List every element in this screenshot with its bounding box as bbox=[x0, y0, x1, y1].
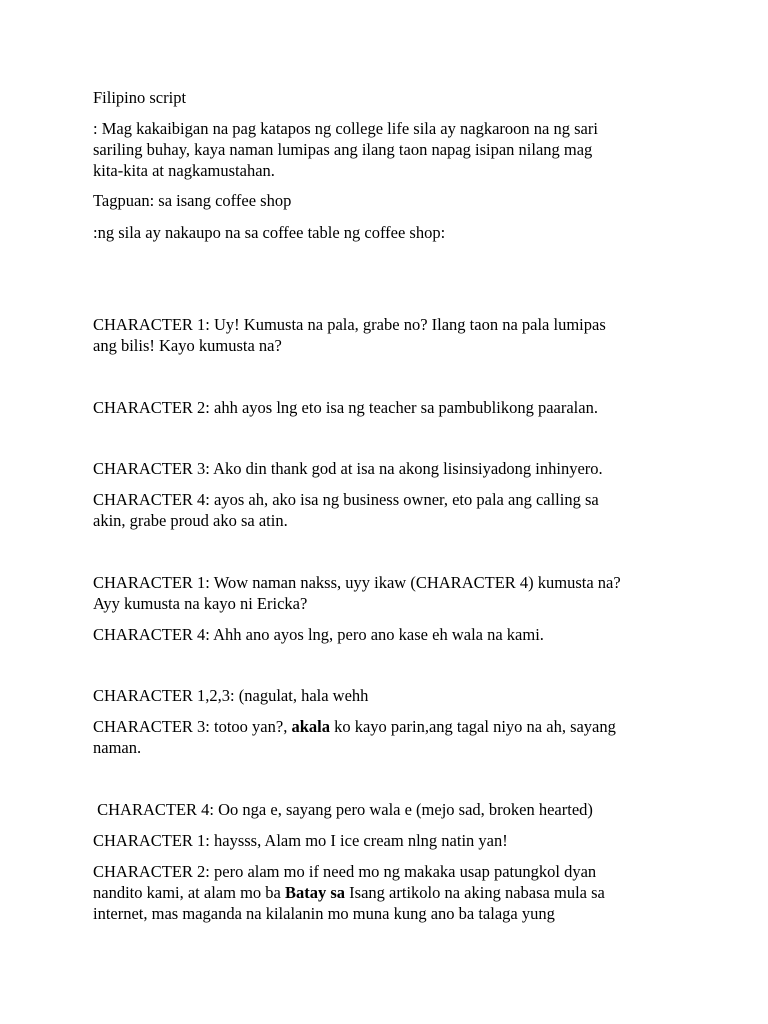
dialogue-line: CHARACTER 3: Ako din thank god at isa na akong lisinsiyadong inhinyero. bbox=[93, 459, 603, 478]
intro-line-1: : Mag kakaibigan na pag katapos ng college life sila ay nagkaroon na ng sari bbox=[93, 119, 598, 138]
dialogue-text: ko kayo parin,ang tagal niyo na ah, sayang bbox=[329, 717, 616, 736]
dialogue-line bbox=[93, 882, 605, 904]
dialogue-text: CHARACTER 3: totoo yan?, bbox=[93, 717, 292, 736]
dialogue-line: CHARACTER 2: ahh ayos lng eto isa ng teacher sa pambublikong paaralan. bbox=[93, 398, 598, 417]
intro-line-3: kita-kita at nagkamustahan. bbox=[93, 161, 275, 180]
dialogue-line: CHARACTER 1: Uy! Kumusta na pala, grabe no? Ilang taon na pala lumipas bbox=[93, 315, 606, 334]
stage-direction: :ng sila ay nakaupo na sa coffee table ng coffee shop: bbox=[93, 223, 446, 242]
dialogue-text: Isang artikolo na aking nabasa mula sa bbox=[345, 883, 605, 902]
dialogue-line: CHARACTER 4: ayos ah, ako isa ng business owner, eto pala ang calling sa bbox=[93, 490, 599, 509]
dialogue-line: CHARACTER 4: Ahh ano ayos lng, pero ano kase eh wala na kami. bbox=[93, 625, 544, 644]
bold-word: akala bbox=[291, 717, 330, 736]
dialogue-line: naman. bbox=[93, 738, 142, 757]
dialogue-line: CHARACTER 1: Wow naman nakss, uyy ikaw (CHARACTER 4) kumusta na? bbox=[93, 573, 621, 592]
bold-phrase: Batay sa bbox=[285, 883, 346, 902]
dialogue-line: CHARACTER 2: pero alam mo if need mo ng makaka usap patungkol dyan bbox=[93, 862, 597, 881]
dialogue-text: nandito kami, at alam mo ba bbox=[93, 883, 285, 902]
dialogue-line: CHARACTER 1: haysss, Alam mo I ice cream nlng natin yan! bbox=[93, 831, 508, 850]
dialogue-line bbox=[93, 716, 616, 738]
dialogue-line: Ayy kumusta na kayo ni Ericka? bbox=[93, 594, 308, 613]
dialogue-line: CHARACTER 1,2,3: (nagulat, hala wehh bbox=[93, 686, 369, 705]
dialogue-line: akin, grabe proud ako sa atin. bbox=[93, 511, 288, 530]
setting-line: Tagpuan: sa isang coffee shop bbox=[93, 191, 292, 210]
dialogue-line: CHARACTER 4: Oo nga e, sayang pero wala e (mejo sad, broken hearted) bbox=[93, 800, 593, 819]
document-title: Filipino script bbox=[93, 88, 187, 107]
intro-line-2: sariling buhay, kaya naman lumipas ang ilang taon napag isipan nilang mag bbox=[93, 140, 593, 159]
dialogue-line: internet, mas maganda na kilalanin mo muna kung ano ba talaga yung bbox=[93, 904, 555, 923]
dialogue-line: ang bilis! Kayo kumusta na? bbox=[93, 336, 282, 355]
